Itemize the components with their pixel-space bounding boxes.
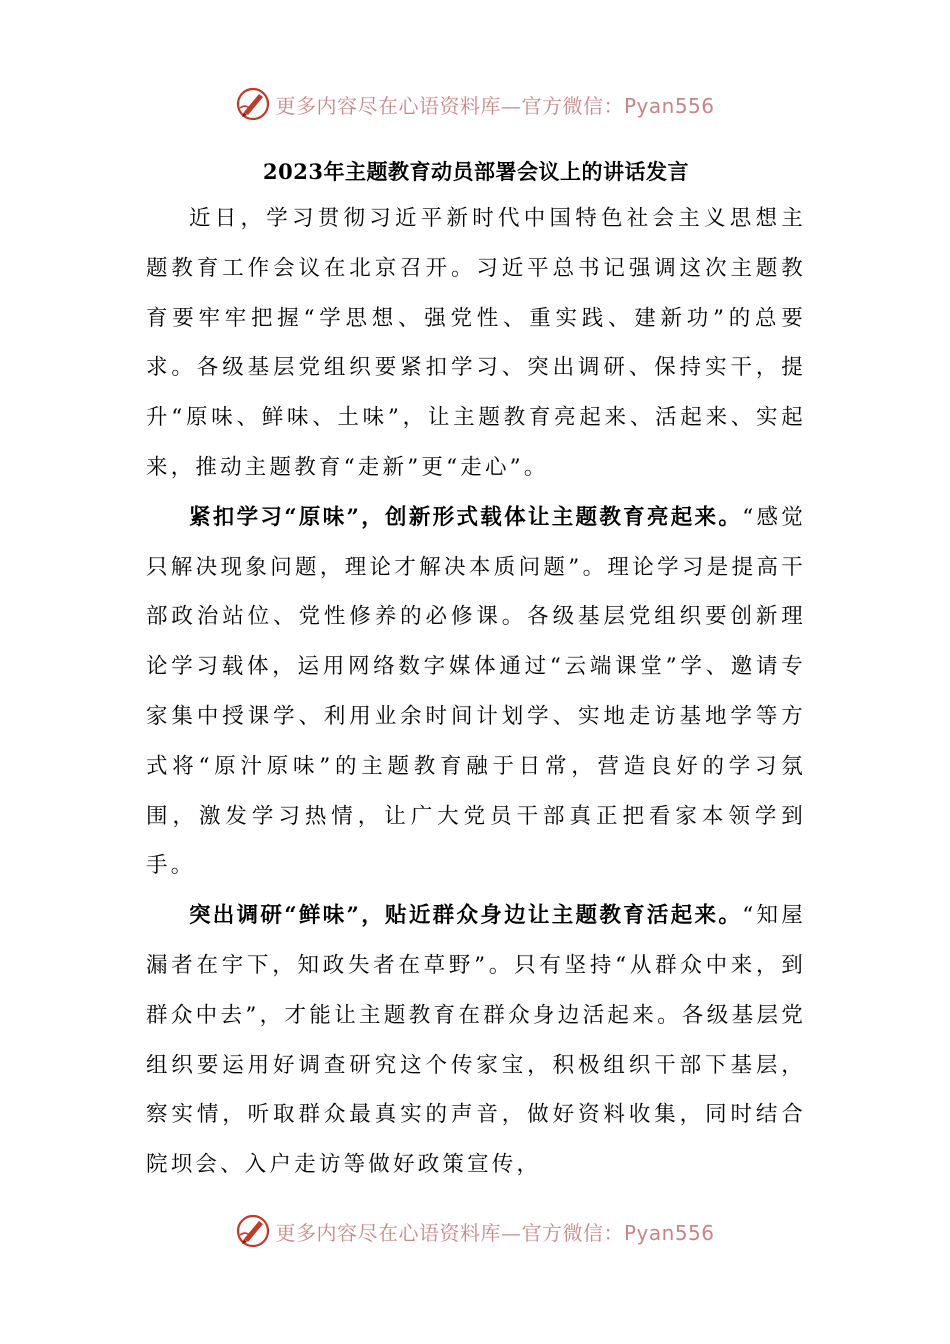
paragraph-intro: 近日，学习贯彻习近平新时代中国特色社会主义思想主题教育工作会议在北京召开。习近平总书记强调这次主题教育要牢牢把握“学思想、强党性、重实践、建新功”的总要求。各级基层党组织要紧扣学习、突出调研、保持实干，提升“原味、鲜味、土味”，让主题教育亮起来、活起来、实起来，推动主题教育“走新”更“走心”。 — [146, 206, 806, 480]
section-heading-research: 突出调研“鲜味”，贴近群众身边让主题教育活起来。 — [189, 903, 743, 929]
paragraph-research: 突出调研“鲜味”，贴近群众身边让主题教育活起来。“知屋漏者在宇下，知政失者在草野”。只有坚持“从群众中来，到群众中去”，才能让主题教育在群众身边活起来。各级基层党组织要运用好调查研究这个传家宝，积极组织干部下基层，察实情，听取群众最真实的声音，做好资料收集，同时结合院坝会、入户走访等做好政策宣传， — [146, 903, 806, 1178]
pen-logo-icon — [235, 1213, 271, 1249]
document-body — [146, 150, 806, 1190]
section-heading-study: 紧扣学习“原味”，创新形式载体让主题教育亮起来。 — [189, 504, 743, 530]
pen-logo-icon — [235, 86, 271, 122]
watermark-header — [0, 84, 950, 124]
watermark-text: 更多内容尽在心语资料库—官方微信：Pyan556 — [275, 1220, 715, 1245]
document-title: 2023年主题教育动员部署会议上的讲话发言 — [263, 159, 689, 184]
watermark-footer — [0, 1211, 950, 1251]
paragraph-study: 紧扣学习“原味”，创新形式载体让主题教育亮起来。“感觉只解决现象问题，理论才解决本质问题”。理论学习是提高干部政治站位、党性修养的必修课。各级基层党组织要创新理论学习载体，运用网络数字媒体通过“云端课堂”学、邀请专家集中授课学、利用业余时间计划学、实地走访基地学等方式将“原汁原味”的主题教育融于日常，营造良好的学习氛围，激发学习热情，让广大党员干部真正把看家本领学到手。 — [146, 504, 806, 879]
watermark-text: 更多内容尽在心语资料库—官方微信：Pyan556 — [275, 93, 715, 118]
